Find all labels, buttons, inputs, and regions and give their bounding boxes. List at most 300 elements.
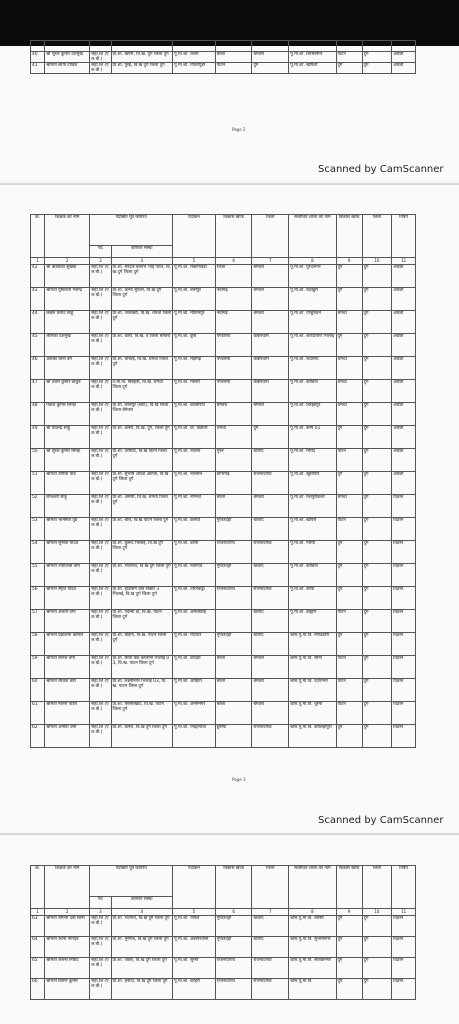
table-row [31, 449, 416, 472]
table-cell: सहा.शि (एल.बी.) [90, 288, 111, 311]
table-cell: दुर्ग [362, 403, 392, 426]
table-cell: प्रा.शा. हाउसिंग बोर्ड सेक्टर 3 भिलाई, वि.ख दुर्ग जिला दुर्ग [111, 587, 173, 610]
table-cell [336, 41, 362, 52]
table-cell: पू.मा.शा. अंडापरवानी [173, 937, 216, 958]
table-cell: सहा.शि (एल.बी.) [90, 472, 111, 495]
table-cell: पू.मा.शा. बिरझापुर [289, 403, 336, 426]
table-row [31, 288, 416, 311]
column-header: पदांकन [173, 215, 216, 258]
column-header: पदोन्नति पूर्व कार्यरत [90, 866, 173, 897]
table-cell: 58 [31, 633, 45, 656]
table-cell: पू.मा.शा. सुरगी [173, 958, 216, 979]
table-cell: दुर्ग [362, 472, 392, 495]
table-row [31, 403, 416, 426]
table-cell: बेमेतरा [252, 495, 289, 518]
table-cell: 43 [31, 288, 45, 311]
table-cell: शास.पू.मा.वि. धुरेना [289, 702, 336, 725]
table-cell: सहा.शि (एल.बी.) [90, 63, 111, 74]
table-cell: धमधा [336, 403, 362, 426]
table-cell: पू.मा.शा. बिरसिनगर [289, 52, 336, 63]
column-header: पदोन्नति पूर्व कार्यरत [90, 215, 173, 246]
table-cell: विज्ञान [392, 702, 416, 725]
table-cell: राजनांदगांव [215, 587, 252, 610]
table-cell: राजनांदगांव [252, 587, 289, 610]
table-cell: 63 [31, 916, 45, 937]
table-cell: दुर्ग [362, 357, 392, 380]
column-number: 6 [215, 258, 252, 265]
table-cell: राजनांदगांव [215, 958, 252, 979]
column-number: 8 [289, 909, 336, 916]
table-cell: श्रीमती आरती वर्मा [45, 610, 90, 633]
table-cell: पू.मा.शा. पीपेल [173, 916, 216, 937]
table-row [31, 541, 416, 564]
table-cell: पू.मा.शा. बासपुर [173, 288, 216, 311]
table-cell: पाटन [336, 610, 362, 633]
column-header: पदांकन [173, 866, 216, 909]
column-number: 3 [90, 909, 111, 916]
table-cell: 50 [31, 449, 45, 472]
table-cell: अंग्रेजी [392, 426, 416, 449]
table-cell: दुर्ग [362, 937, 392, 958]
column-number: 2 [45, 909, 90, 916]
table-page-4 [30, 865, 416, 1000]
table-cell: दुर्ग [362, 311, 392, 334]
table-cell: सहा.शि (एल.बी.) [90, 958, 111, 979]
table-cell: श्रीमती ज्योतिश्री वर्मा [45, 564, 90, 587]
column-number: 5 [173, 258, 216, 265]
table-cell: सहा.शि (एल.बी.) [90, 311, 111, 334]
table-cell: प्रा.शा. लक्ष्मीनगर भिलाई 03, वि.ख. पाटन जिला दुर्ग [111, 679, 173, 702]
column-header: विकास खण्ड [215, 866, 252, 909]
table-cell: दुर्ग [252, 426, 289, 449]
table-cell: पू.मा.शा. तोरनकट्टा [173, 587, 216, 610]
table-cell: बेमेतरा [252, 311, 289, 334]
column-header: जिला [252, 215, 289, 258]
table-cell: पाटन [336, 656, 362, 679]
column-number: 5 [173, 909, 216, 916]
table-cell: दुर्ग [362, 63, 392, 74]
table-cell: पाटन [215, 63, 252, 74]
table-cell: पू.मा.शा. कुरी [173, 334, 216, 357]
table-cell: श्रीमती प्रज्ञाशमी कोसले [45, 633, 90, 656]
table-cell: 45 [31, 334, 45, 357]
table-cell: शास.पू.मा.वि. उदयनगर [289, 679, 336, 702]
table-cell: रामेश्वरी साहू [45, 495, 90, 518]
table-cell: सहा.शि (एल.बी.) [90, 633, 111, 656]
column-number: 4 [111, 909, 173, 916]
table-cell: प्रा.शा. कनेरा, वि.ख दुर्ग जिला दुर्ग [111, 725, 173, 748]
table-row [31, 518, 416, 541]
table-cell: सहा.शि (एल.बी.) [90, 702, 111, 725]
table-cell: राजनांदगांव [252, 472, 289, 495]
table-cell: प्रा.शा. हनोदा, वि.ख दुर्ग जिला दुर्ग [111, 979, 173, 1000]
table-cell: कबीरधाम [252, 357, 289, 380]
table-cell: गुरुर [215, 449, 252, 472]
table-cell: 40 [31, 52, 45, 63]
table-cell: दुर्ग [362, 725, 392, 748]
table-cell: बेमेतरा [252, 403, 289, 426]
column-number: 7 [252, 909, 289, 916]
table-cell: श्री ऋत्विका सुखवा [45, 265, 90, 288]
table-cell: राजनांदगांव [215, 541, 252, 564]
scanner-watermark: Scanned by CamScanner [318, 815, 444, 826]
column-header: जिला [252, 866, 289, 909]
table-cell: दुर्ग [336, 937, 362, 958]
table-cell: पू.मा.शा. चंदखुरी [289, 288, 336, 311]
table-cell: अलका बानो बेग [45, 357, 90, 380]
table-cell: प्रा.शा. कोरा, वि.ख. व जिला बेमेतरा [111, 334, 173, 357]
table-cell: शास.पू.मा.वि. बोरसी [289, 916, 336, 937]
table-cell: बेमेतरा [215, 403, 252, 426]
table-cell: सहा.शि (एल.बी.) [90, 679, 111, 702]
table-cell: प्रा.शा. सरदार वल्लभ भाई पटेल, वि.ख दुर्ग जिला दुर्ग [111, 265, 173, 288]
column-header: विषय [392, 215, 416, 258]
table-cell: पू.मा.शा. मेकागाँवडा [173, 265, 216, 288]
table-row [31, 63, 416, 74]
table-row [31, 725, 416, 748]
table-cell: श्रीमती सविता कोर [45, 679, 90, 702]
table-cell: अंग्रेजी [392, 357, 416, 380]
table-cell: विज्ञान [392, 587, 416, 610]
table-cell: उ.मा.वि. बिरझरी, वि.ख. धमधा जिला दुर्ग [111, 380, 173, 403]
table-cell: बालोद [252, 518, 289, 541]
table-cell: दुर्ग [362, 426, 392, 449]
table-row [31, 357, 416, 380]
table-cell: धमधा [215, 426, 252, 449]
table-cell: श्रीमती नीलम पांडेय [45, 702, 90, 725]
table-cell: अंग्रेजी [392, 265, 416, 288]
table-cell: दुर्ग [336, 916, 362, 937]
table-cell: दुर्ग [336, 633, 362, 656]
table-cell: श्री टिकेन्द्र साहू [45, 426, 90, 449]
table-cell: सहा.शि (एल.बी.) [90, 937, 111, 958]
table-cell: 57 [31, 610, 45, 633]
table-cell: श्रीमती रागिनी देवी सोनी [45, 916, 90, 937]
table-cell: शास.पू.मा.वि. सुभाषनगर [289, 937, 336, 958]
table-cell: पण्डरिया [215, 334, 252, 357]
table-cell: विज्ञान [392, 916, 416, 937]
column-number: 1 [31, 909, 45, 916]
column-subheader: कार्यरत संस्था [111, 246, 173, 258]
table-cell: नवागढ़ [215, 288, 252, 311]
table-cell: दुर्ग [362, 380, 392, 403]
table-cell: पू.मा.शा. तेलरा [173, 52, 216, 63]
table-cell: श्री सुरेश कुमार सिन्हा [45, 449, 90, 472]
table-cell: सहा.शि (एल.बी.) [90, 357, 111, 380]
table-cell: दुर्ग [336, 334, 362, 357]
table-cell: प्रा.शा. कन्या सुवेला, वि.ख दुर्ग जिला दुर्ग [111, 288, 173, 311]
table-cell: 42 [31, 265, 45, 288]
table-cell: बेमेतरा [252, 288, 289, 311]
table-cell: दुर्ग [336, 587, 362, 610]
table-cell: सहा.शि (एल.बी.) [90, 587, 111, 610]
column-number: 9 [336, 909, 362, 916]
table-row [31, 52, 416, 63]
column-number: 3 [90, 258, 111, 265]
table-cell: बेमेतरा [252, 679, 289, 702]
table-cell: गुण्डरदेही [215, 916, 252, 937]
column-header: जिला [362, 866, 392, 909]
table-cell: श्रीमती भानमति तुडे [45, 518, 90, 541]
table-cell: श्रीमती छाया टांडिल [45, 63, 90, 74]
table-cell: राजनांदगांव [252, 541, 289, 564]
table-cell: दुर्ग [362, 979, 392, 1000]
table-cell: प्रा.शा. लालपुर (छोटे), वि.ख साजा जिला बेमेतरा [111, 403, 173, 426]
table-cell: श्री उत्तम कुमार ठाकुर [45, 380, 90, 403]
table-cell: कबीरधाम [252, 334, 289, 357]
table-cell: दुर्ग [362, 916, 392, 937]
table-cell: डोंगरगढ़ [215, 472, 252, 495]
table-cell: दुर्ग [252, 63, 289, 74]
column-header: क्र. [31, 215, 45, 258]
table-cell: धमधा [336, 380, 362, 403]
table-cell: दुर्ग [362, 679, 392, 702]
table-cell: सहा.शि (एल.बी.) [90, 916, 111, 937]
table-cell: गुण्डरदेही [215, 564, 252, 587]
table-cell: पू.मा.शा. मेड़ागढ़ [173, 357, 216, 380]
table-cell: पू.मा.शा. गोटवार [173, 633, 216, 656]
table-cell: प्रा.शा. कुरूद भिलाई, वि.ख दुर्ग जिला दुर्ग [111, 541, 173, 564]
column-subheader: कार्यरत संस्था [111, 897, 173, 909]
table-cell: 62 [31, 725, 45, 748]
table-cell: पू.मा.शा. खापरी [289, 518, 336, 541]
table-cell: दुर्ग [362, 633, 392, 656]
column-header: विकास खण्ड [215, 215, 252, 258]
table-cell: प्रा.शा. भाटगांव, वि.ख दुर्ग जिला दुर्ग [111, 564, 173, 587]
table-cell: पू.मा.शा. मोतिमपुर [173, 311, 216, 334]
column-header: शिक्षक का नाम [45, 215, 90, 258]
table-row [31, 311, 416, 334]
table-cell: पाटन [336, 679, 362, 702]
column-header: विकास खण्ड [336, 215, 362, 258]
table-cell: पू.मा.शा. ग्रा. डिंडोला [173, 426, 216, 449]
column-subheader: पद [90, 897, 111, 909]
table-cell: 47 [31, 380, 45, 403]
table-cell: दुर्ग [362, 610, 392, 633]
column-header: क्र. [31, 866, 45, 909]
table-cell: बेमेतरा [252, 656, 289, 679]
table-cell: प्रा.शा. बोरी, वि.ख पाटन जिला दुर्ग [111, 518, 173, 541]
table-cell: विज्ञान [392, 979, 416, 1000]
table-cell: श्रीमती पुष्पलता गजेन्द्र [45, 288, 90, 311]
table-cell: पू.मा.शा. ओड़िया [173, 679, 216, 702]
page-number: Page 2 [232, 127, 246, 132]
table-cell: पण्डरिया [215, 380, 252, 403]
table-cell: अंग्रेजी [392, 380, 416, 403]
table-cell: पू.मा.शा. अमलीडीह [173, 610, 216, 633]
table-cell: पू.मा.शा. खोपली [289, 63, 336, 74]
page-number: Page 3 [232, 777, 246, 782]
table-cell: बालोद [252, 564, 289, 587]
table-cell: पू.मा.शा. कौहरी [173, 979, 216, 1000]
table-cell: सहा.शि (एल.बी.) [90, 979, 111, 1000]
table-cell: पू.मा.शा. मासरी [173, 380, 216, 403]
table-cell: बेमेतरा [252, 702, 289, 725]
table-cell: धमधा [336, 311, 362, 334]
table-cell: प्रा.शा. सिया बैंक कालोनी भिलाई 03, वि.ख. पाटन जिला दुर्ग [111, 656, 173, 679]
table-cell: श्रीमती स्मृति यादव [45, 587, 90, 610]
table-cell: 51 [31, 472, 45, 495]
table-row [31, 979, 416, 1000]
table-cell: शास.पू.मा.वि. [289, 979, 336, 1000]
table-cell: नवागढ़ [215, 311, 252, 334]
table-row [31, 679, 416, 702]
table-cell: सहा.शि (एल.बी.) [90, 725, 111, 748]
table-cell: अंग्रेजी [392, 472, 416, 495]
table-row [31, 472, 416, 495]
table-cell: दुर्ग [362, 265, 392, 288]
column-number: 1 [31, 258, 45, 265]
table-cell: राजनांदगांव [215, 979, 252, 1000]
table-cell: अंग्रेजी [392, 311, 416, 334]
table-cell: विज्ञान [392, 725, 416, 748]
table-cell: दुर्ग [362, 958, 392, 979]
table-cell: साजा [215, 265, 252, 288]
table-cell: दुर्ग [336, 472, 362, 495]
table-cell: श्रीमती रचना नागदेवे [45, 937, 90, 958]
table-cell: विज्ञान [392, 937, 416, 958]
table-cell: पू.मा.शा. नवागांव [173, 564, 216, 587]
table-cell: कबीरधाम [252, 380, 289, 403]
table-cell: बालोद [252, 937, 289, 958]
table-cell: 53 [31, 518, 45, 541]
table-cell: विज्ञान [392, 610, 416, 633]
table-cell: पू.मा.शा. पेण्डूरावन [289, 311, 336, 334]
table-cell: सहा.शि (एल.बी.) [90, 541, 111, 564]
table-cell: गुण्डरदेही [215, 518, 252, 541]
table-cell: सहा.शि (एल.बी.) [90, 52, 111, 63]
table-cell: दुर्ग [362, 702, 392, 725]
table-cell: दुर्ग [362, 288, 392, 311]
table-cell: प्रा.शा. मुरगांव, वि.ख दुर्ग जिला दुर्ग [111, 937, 173, 958]
table-cell: दुर्ग [362, 495, 392, 518]
table-cell: विज्ञान [392, 633, 416, 656]
table-cell: विज्ञान [392, 564, 416, 587]
table-cell: बालोद [252, 916, 289, 937]
table-cell: पू.मा.शा. कोपा [289, 587, 336, 610]
table-cell: विज्ञान [392, 656, 416, 679]
column-number: 7 [252, 258, 289, 265]
table-cell [31, 41, 45, 52]
column-number: 9 [336, 258, 362, 265]
table-cell: दुर्ग [362, 449, 392, 472]
table-cell: श्रीमती उर्मिला पांडे [45, 472, 90, 495]
column-number: 4 [111, 258, 173, 265]
table-cell: दुर्ग [336, 725, 362, 748]
table-cell: 61 [31, 702, 45, 725]
table-row [31, 702, 416, 725]
table-cell: बालोद [252, 449, 289, 472]
table-cell: राजनांदगांव [252, 725, 289, 748]
table-cell: विज्ञान [392, 958, 416, 979]
table-cell: सहा.शि (एल.बी.) [90, 380, 111, 403]
table-cell: राजनांदगांव [252, 979, 289, 1000]
table-cell: प्रा.शा. जातखर्री, वि.ख. धमधा जिला दुर्ग [111, 311, 173, 334]
table-row [31, 426, 416, 449]
table-cell: छुरिया [215, 725, 252, 748]
table-cell: सहा.शि (एल.बी.) [90, 265, 111, 288]
table-cell: अंग्रेजी [392, 288, 416, 311]
table-cell: श्रीमती सुनीता यादव [45, 541, 90, 564]
table-cell: श्रीमती किरण कुमार [45, 979, 90, 1000]
table-cell: पाटन [336, 52, 362, 63]
table-cell: पू.मा.शा. कोपा [173, 541, 216, 564]
table-cell: बेरला [215, 52, 252, 63]
table-cell: पू.मा.शा. गोरपा [289, 541, 336, 564]
column-header: संशोधित शाला का नाम [289, 866, 336, 909]
table-cell: दुर्ग [336, 541, 362, 564]
table-cell: पू.मा.शा. कलेवा [173, 518, 216, 541]
table-cell: पू.मा.शा. कोडिया [289, 380, 336, 403]
table-cell: सहा.शि (एल.बी.) [90, 564, 111, 587]
table-cell: लखन प्रसाद साहू [45, 311, 90, 334]
table-cell: 66 [31, 979, 45, 1000]
column-subheader: पद [90, 246, 111, 258]
table-cell [90, 41, 111, 52]
table-cell: प्रा.शा. धमधई, वि.ख. धमधा जिला दुर्ग [111, 357, 173, 380]
table-cell [215, 41, 252, 52]
table-cell: प्रा.शा. डिड़गा, वि.ख. पाटन जिला दुर्ग [111, 633, 173, 656]
table-cell: अंग्रेजी [392, 63, 416, 74]
table-cell: दुर्ग [336, 265, 362, 288]
table-page-3 [30, 214, 416, 748]
table-cell: पू.मा.शा. मलपुरीकला [289, 495, 336, 518]
table-cell: राजनांदगांव [252, 958, 289, 979]
column-header: संशोधित शाला का नाम [289, 215, 336, 258]
table-cell [215, 610, 252, 633]
column-header: विषय [392, 866, 416, 909]
table-cell: 55 [31, 564, 45, 587]
table-cell: 48 [31, 403, 45, 426]
table-cell: दुर्ग [336, 564, 362, 587]
table-cell: श्रीमती ललना निषाद [45, 958, 90, 979]
table-cell: पू.मा.शा. कोडिया [289, 564, 336, 587]
table-cell: सहा.शि (एल.बी.) [90, 403, 111, 426]
table-cell: प्रा.शा. सुभाष आदर्श अंग्रेजी, वि.ख दुर्ग जिला दुर्ग [111, 472, 173, 495]
table-cell: प्रा.शा. पुरई, वि.ख दुर्ग जिला दुर्ग [111, 63, 173, 74]
table-cell: प्रा.शा. अमोरी, वि.ख. धमधा जिला दुर्ग [111, 495, 173, 518]
table-cell: पू.मा.शा. पन्द्रहगांवी [173, 725, 216, 748]
table-row [31, 265, 416, 288]
table-cell: गुण्डरदेही [215, 937, 252, 958]
table-cell: प्रा.शा. तर्रीघाट, वि.ख पाटन जिला दुर्ग [111, 449, 173, 472]
table-cell: दुर्ग [362, 541, 392, 564]
table-row [31, 656, 416, 679]
table-cell: दुर्ग [336, 288, 362, 311]
table-cell: बालोद [252, 633, 289, 656]
table-row [31, 937, 416, 958]
table-cell: बेरला [215, 656, 252, 679]
table-cell: पू.मा.शा. खुर्सीपार [289, 472, 336, 495]
table-cell: पू.मा.शा. फदरिया [289, 357, 336, 380]
table-cell: प्रा.शा. खपरी, वि.ख. दुर्ग जिला दुर्ग [111, 52, 173, 63]
table-cell: पू.मा.शा. गोवरोपुडी [173, 63, 216, 74]
table-cell: विज्ञान [392, 495, 416, 518]
table-cell: विज्ञान [392, 679, 416, 702]
table-row [31, 610, 416, 633]
column-header: शिक्षक का नाम [45, 866, 90, 909]
table-cell: पू.मा.शा. पुरदानगर [289, 265, 336, 288]
table-row [31, 41, 416, 52]
table-cell: अंग्रेजी [392, 334, 416, 357]
table-cell [45, 41, 90, 52]
table-cell: 49 [31, 426, 45, 449]
table-cell: 65 [31, 958, 45, 979]
table-cell: पू.मा.शा. शारदापारा भिलाई [289, 334, 336, 357]
table-cell: प्रा.शा. कनेरा, वि.ख. दुर्ग, जिला दुर्ग [111, 426, 173, 449]
table-cell: बेरला [215, 679, 252, 702]
table-cell [289, 41, 336, 52]
